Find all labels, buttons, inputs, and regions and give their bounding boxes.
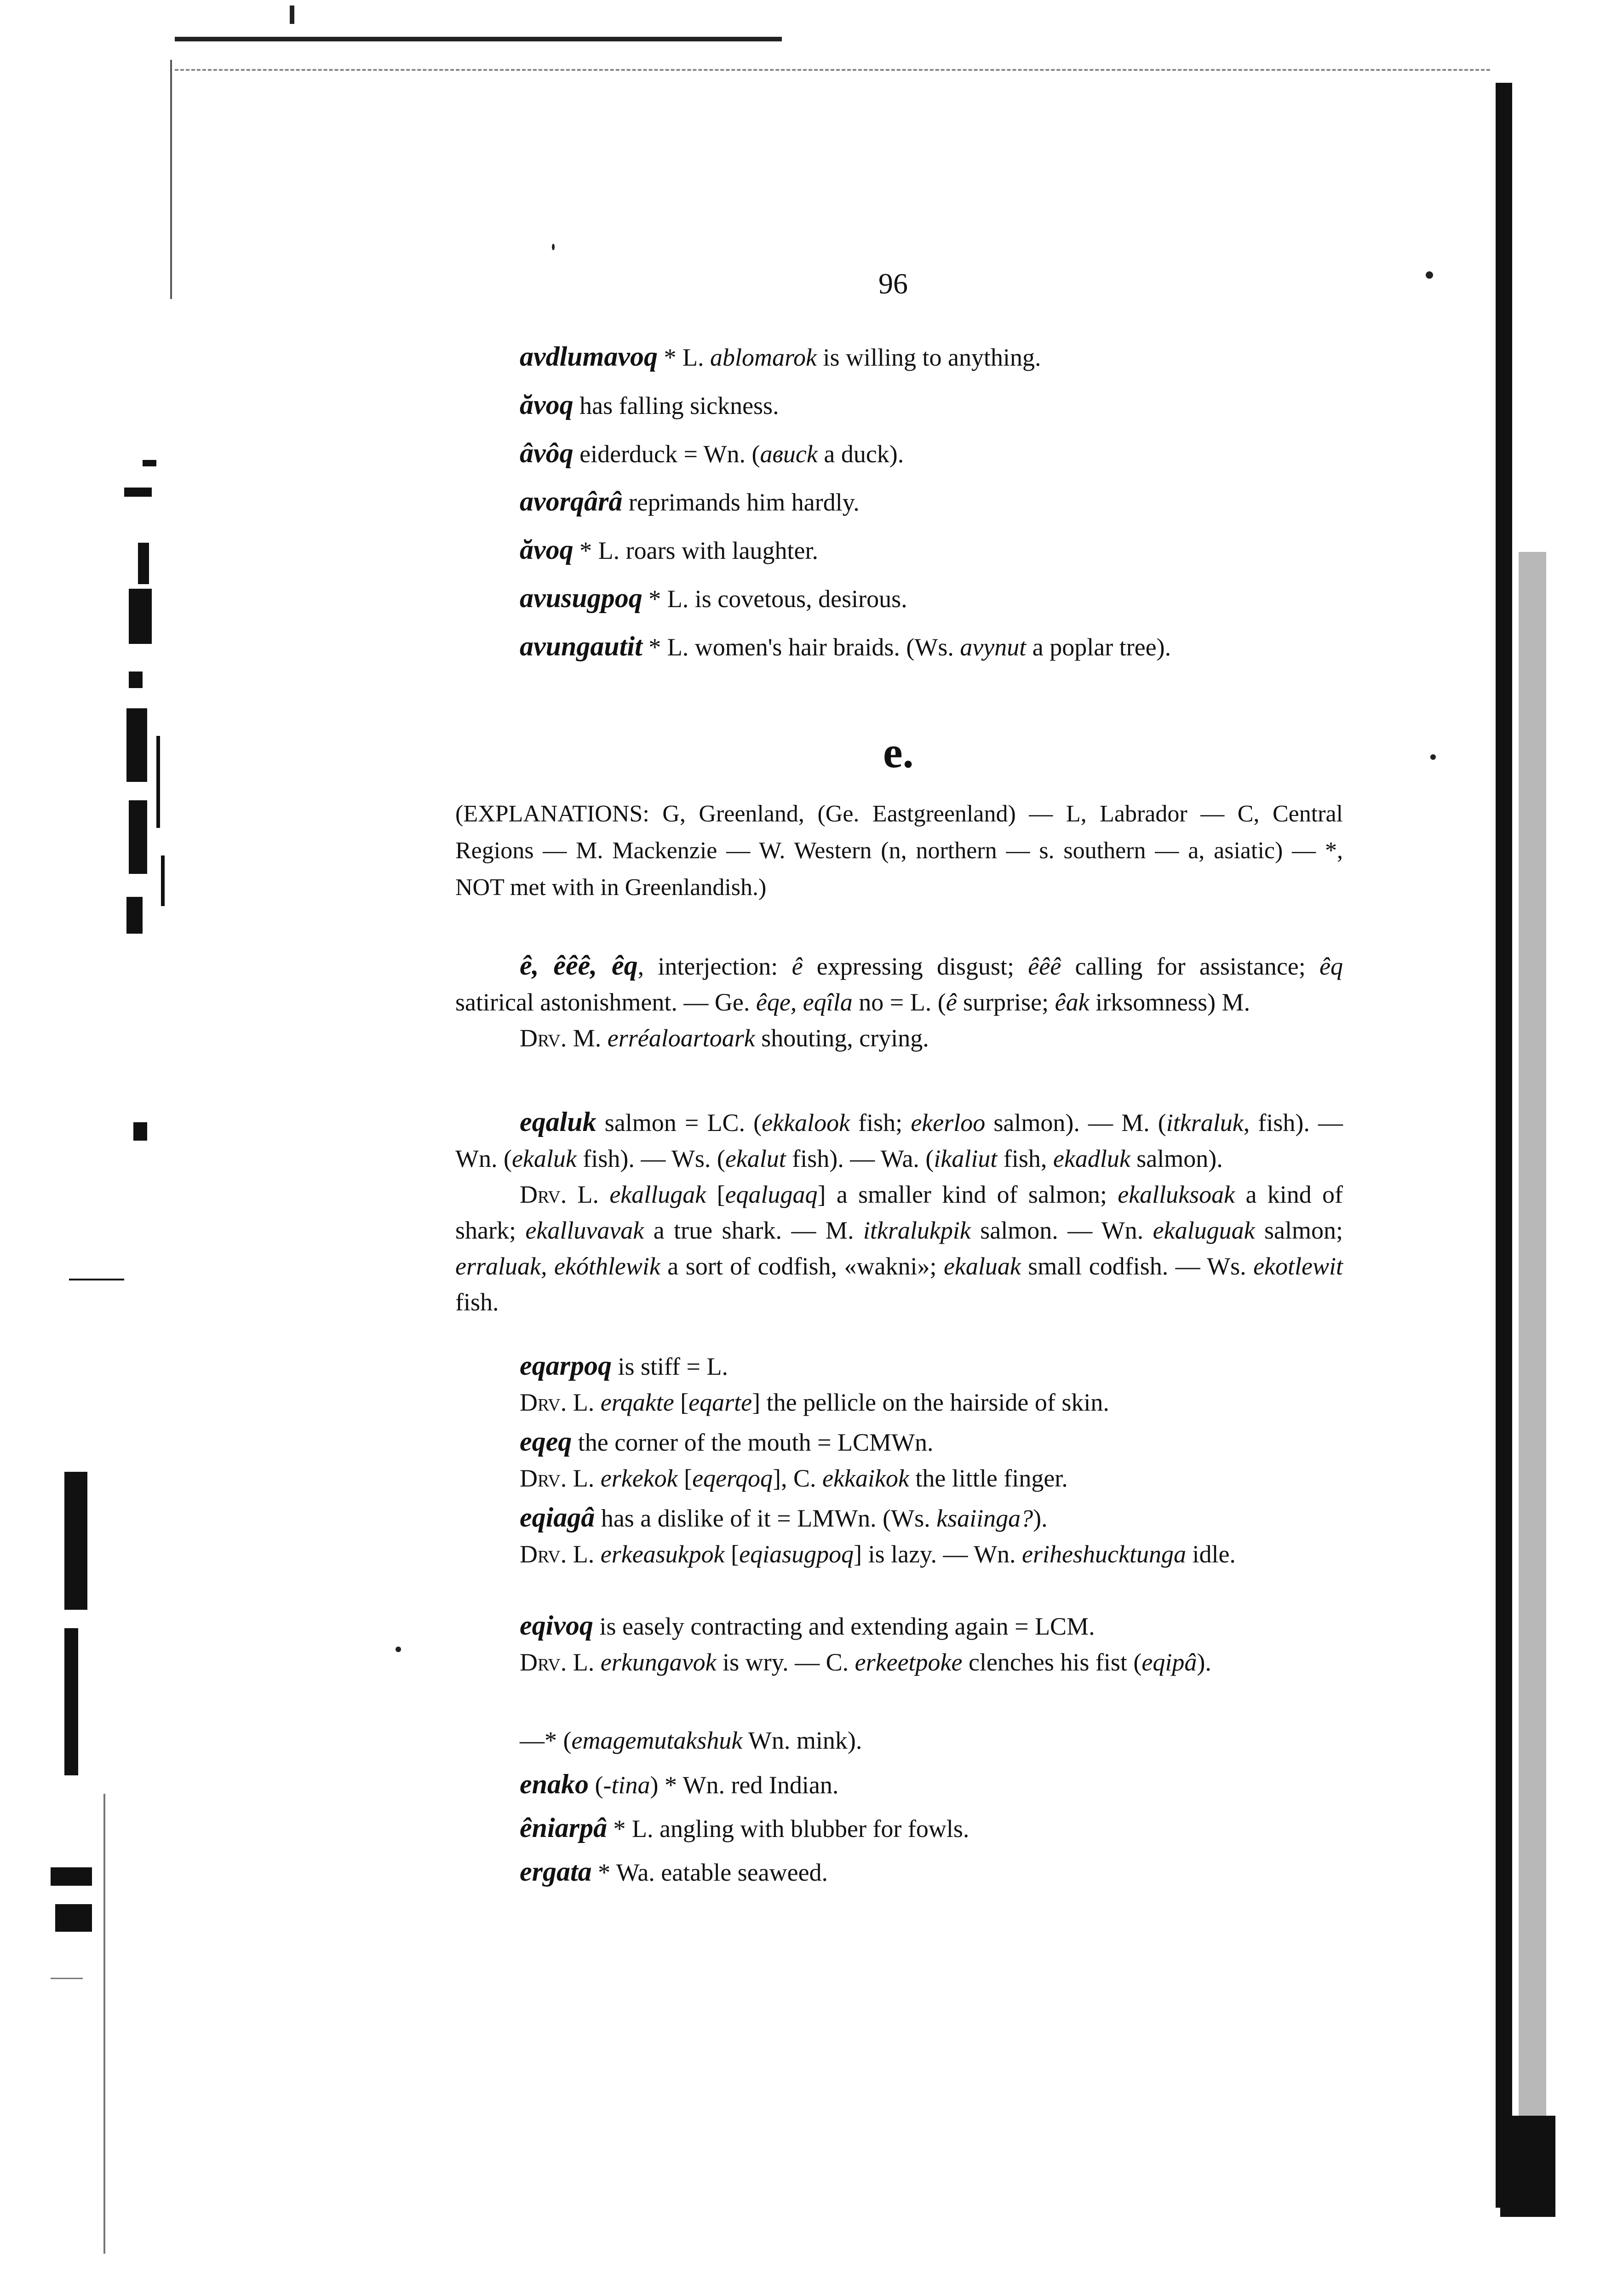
entry-eqivoq	[455, 1607, 1343, 1680]
entry-eqeq	[455, 1424, 1343, 1496]
dictionary-entry	[520, 389, 779, 422]
derivation	[455, 1644, 1343, 1680]
drv-label: Drv.	[520, 1540, 567, 1568]
headword: avungautit	[520, 631, 642, 661]
entry-text: ] the pellicle on the hairside of skin.	[752, 1389, 1109, 1416]
drv-label: Drv.	[520, 1389, 567, 1416]
entry-italic: ê	[792, 953, 803, 980]
entry-text: ] a smaller kind of salmon;	[817, 1181, 1118, 1208]
entry-italic: eriheshucktunga	[1022, 1540, 1186, 1568]
entry-italic: erkeasukpok	[600, 1540, 725, 1568]
section-letter: e.	[883, 728, 914, 777]
entry-italic: ekallugak	[609, 1181, 706, 1208]
entry-body	[455, 1104, 1343, 1177]
entry-text: shouting, crying.	[755, 1024, 929, 1052]
entry-text: M.	[567, 1024, 608, 1052]
scan-mark-top	[290, 6, 294, 24]
headword: êniarpâ	[520, 1813, 608, 1843]
entry-text: fish). — Ws. (	[576, 1145, 725, 1172]
headword: avdlumavoq	[520, 341, 658, 372]
drv-label: Drv.	[520, 1024, 567, 1052]
entry-text: clenches his fist (	[962, 1648, 1142, 1676]
entry-italic: ekalut	[725, 1145, 786, 1172]
headword: enako	[520, 1769, 589, 1799]
entry-text: salmon). — M. (	[985, 1109, 1166, 1137]
entry-text: a sort of codfish, «wakni»;	[660, 1252, 944, 1280]
headword: eqivoq	[520, 1610, 593, 1641]
entry-text: the little finger.	[909, 1464, 1068, 1492]
entry-e-interjection	[455, 947, 1343, 1056]
entry-italic: emagemutakshuk	[571, 1727, 743, 1754]
explanations-text: (EXPLANATIONS: G, Greenland, (Ge. Eastgreenland) — L, Labrador — C, Central Regions — M. Mackenzie — W. Western (n, northern — s. southern — a, asiatic) — *, NOT met with in Greenlandish.)	[455, 801, 1343, 901]
entry-italic: ekalluksoak	[1118, 1181, 1235, 1208]
headword: eqarpoq	[520, 1350, 612, 1381]
entry-body	[455, 1766, 1343, 1803]
entry-text: —* (	[520, 1727, 572, 1754]
entry-italic: erraluak, ekóthlewik	[455, 1252, 660, 1280]
entry-text: is willing to anything.	[816, 344, 1041, 371]
entry-text: [	[677, 1464, 693, 1492]
entry-mark: *	[642, 585, 661, 613]
entry-italic: erréaloartoark	[607, 1024, 755, 1052]
entry-italic: ekaluak	[943, 1252, 1021, 1280]
entry-text: L. women's hair braids. (Ws.	[661, 633, 960, 661]
entry-italic: ê	[946, 988, 957, 1016]
entry-italic: êqe, eqîla	[756, 988, 853, 1016]
derivation	[455, 1020, 1343, 1056]
entry-text: L. is covetous, desirous.	[661, 585, 907, 613]
entry-italic: ikaliut	[934, 1145, 998, 1172]
entry-mark: *	[657, 344, 677, 371]
entry-text: fish;	[850, 1109, 911, 1137]
entry-italic: êq	[1319, 953, 1343, 980]
entry-text: has falling sickness.	[573, 392, 779, 419]
entry-italic: eqipâ	[1141, 1648, 1197, 1676]
entry-text: L.	[567, 1389, 601, 1416]
derivation	[455, 1460, 1343, 1496]
entry-italic: itkraluk	[1166, 1109, 1244, 1137]
entry-text: ] is lazy. — Wn.	[854, 1540, 1022, 1568]
entry-text: [	[674, 1389, 689, 1416]
entry-text: calling for assistance;	[1061, 953, 1320, 980]
entry-text: L. roars with laughter.	[592, 537, 819, 564]
entry-italic: ekkaikok	[822, 1464, 909, 1492]
entry-text: irksomness) M.	[1089, 988, 1250, 1016]
dictionary-entry	[520, 582, 907, 615]
page-number: 96	[878, 267, 908, 300]
entry-text: is wry. — C.	[716, 1648, 855, 1676]
entry-italic: erkeetpoke	[855, 1648, 963, 1676]
derivation	[455, 1536, 1343, 1572]
entry-body	[455, 1607, 1343, 1644]
entry-text: L.	[567, 1648, 601, 1676]
entry-italic: ekkalook	[762, 1109, 850, 1137]
entry-text: ], C.	[773, 1464, 823, 1492]
entry-body	[455, 947, 1343, 1020]
entry-text: eiderduck = Wn. (	[573, 440, 760, 468]
entry-italic: erkekok	[600, 1464, 678, 1492]
headword: ăvoq	[520, 390, 574, 420]
entry-text: salmon. — Wn.	[970, 1217, 1153, 1244]
entry-text: no = L. (	[852, 988, 946, 1016]
entry-text: a true shark. — M.	[644, 1217, 863, 1244]
entry-mark: *	[573, 537, 592, 564]
entry-text: ).	[1033, 1504, 1048, 1532]
entry-italic: ekaluk	[511, 1145, 577, 1172]
entry-text: (	[589, 1771, 603, 1799]
entry-eqaluk	[455, 1104, 1343, 1320]
entry-text: salmon = LC. (	[596, 1109, 762, 1137]
scan-dashed-line	[175, 69, 1490, 71]
headword: eqiagâ	[520, 1502, 595, 1533]
entry-text: salmon).	[1130, 1145, 1223, 1172]
entry-italic: avynut	[960, 633, 1027, 661]
headword: ê, êêê, êq	[520, 950, 638, 981]
entry-text: fish,	[997, 1145, 1053, 1172]
entry-text: has a dislike of it = LMWn. (Ws.	[595, 1504, 937, 1532]
entry-text: is stiff = L.	[611, 1353, 728, 1380]
entry-italic: ekadluk	[1053, 1145, 1130, 1172]
entry-text: idle.	[1186, 1540, 1236, 1568]
entry-italic: eqarte	[688, 1389, 752, 1416]
entry-italic: ablomarok	[710, 344, 817, 371]
entry-italic: erkungavok	[600, 1648, 717, 1676]
entry-italic: -tina	[603, 1771, 650, 1799]
entry-text: satirical astonishment. — Ge.	[455, 988, 756, 1016]
entry-text: [	[706, 1181, 725, 1208]
entry-italic: ekalluvavak	[525, 1217, 644, 1244]
dictionary-entry	[520, 437, 904, 470]
entry-eqiaga	[455, 1499, 1343, 1572]
entry-italic: êak	[1055, 988, 1090, 1016]
entry-italic: itkralukpik	[863, 1217, 971, 1244]
entry-text: L.	[567, 1181, 610, 1208]
entry-text: * Wa. eatable seaweed.	[591, 1859, 828, 1886]
entry-italic: eqiasugpoq	[739, 1540, 854, 1568]
scan-speck	[396, 1647, 401, 1652]
entry-text: small codfish. — Ws.	[1021, 1252, 1254, 1280]
scan-speck	[552, 244, 555, 250]
scan-speck	[1430, 754, 1436, 760]
entry-text: L.	[567, 1464, 601, 1492]
entry-text: L.	[676, 344, 710, 371]
entry-eniarpa	[455, 1810, 1343, 1847]
headword: âvôq	[520, 438, 574, 468]
entry-text: a kind of shark;	[455, 1181, 1343, 1244]
scan-right-edge	[1468, 0, 1606, 2296]
entry-italic: ekaluguak	[1153, 1217, 1255, 1244]
entry-italic: aвuck	[760, 440, 818, 468]
scan-rule-top	[175, 37, 782, 41]
entry-text: surprise;	[957, 988, 1055, 1016]
entry-text: the corner of the mouth = LCMWn.	[572, 1429, 934, 1456]
entry-text: a poplar tree).	[1026, 633, 1171, 661]
dictionary-entry	[520, 534, 818, 567]
dictionary-entry	[520, 630, 1171, 663]
scan-left-edge	[0, 0, 193, 2296]
entry-italic: erqakte	[600, 1389, 674, 1416]
entry-text: Wn. mink).	[742, 1727, 862, 1754]
drv-label: Drv.	[520, 1648, 567, 1676]
derivation	[455, 1177, 1343, 1320]
entry-text: [	[724, 1540, 740, 1568]
entry-text: fish). — Wa. (	[786, 1145, 934, 1172]
entry-italic: êêê	[1028, 953, 1061, 980]
entry-italic: eqerqoq	[692, 1464, 773, 1492]
entry-italic: ekerloo	[911, 1109, 986, 1137]
entry-text: fish.	[455, 1288, 499, 1316]
dictionary-entry	[520, 485, 860, 518]
entry-body	[455, 1810, 1343, 1847]
entry-text: ).	[1197, 1648, 1211, 1676]
dictionary-entry	[520, 340, 1041, 373]
entry-text: ) * Wn. red Indian.	[650, 1771, 839, 1799]
headword: eqaluk	[520, 1107, 597, 1137]
entry-text: salmon;	[1255, 1217, 1343, 1244]
headword: ergata	[520, 1856, 592, 1887]
entry-text: , interjection:	[637, 953, 792, 980]
drv-label: Drv.	[520, 1181, 567, 1208]
entry-text: expressing disgust;	[803, 953, 1028, 980]
drv-label: Drv.	[520, 1464, 567, 1492]
headword: avusugpoq	[520, 583, 642, 613]
explanations-note	[455, 796, 1343, 906]
entry-text: , fish). — Wn. (	[455, 1109, 1343, 1172]
derivation	[455, 1384, 1343, 1420]
entry-body	[455, 1348, 1343, 1384]
entry-text: is easely contracting and extending again = LCM.	[593, 1613, 1095, 1640]
entry-italic: eqalugaq	[725, 1181, 818, 1208]
entry-body	[455, 1854, 1343, 1890]
entry-italic: ksaiinga?	[936, 1504, 1033, 1532]
entry-body	[455, 1424, 1343, 1460]
entry-text: L.	[567, 1540, 601, 1568]
entry-body	[455, 1722, 1343, 1758]
entry-text: reprimands him hardly.	[622, 488, 860, 516]
entry-mink	[455, 1722, 1343, 1758]
entry-eqarpoq	[455, 1348, 1343, 1420]
entry-enako	[455, 1766, 1343, 1803]
headword: avorqârâ	[520, 486, 623, 517]
entry-mark: *	[642, 633, 661, 661]
entry-body	[455, 1499, 1343, 1536]
scan-speck	[1426, 271, 1433, 279]
entry-italic: ekotlewit	[1253, 1252, 1343, 1280]
entry-text: * L. angling with blubber for fowls.	[607, 1815, 969, 1843]
entry-text: a duck).	[817, 440, 904, 468]
headword: ăvoq	[520, 534, 574, 565]
headword: eqeq	[520, 1426, 572, 1457]
entry-ergata	[455, 1854, 1343, 1890]
